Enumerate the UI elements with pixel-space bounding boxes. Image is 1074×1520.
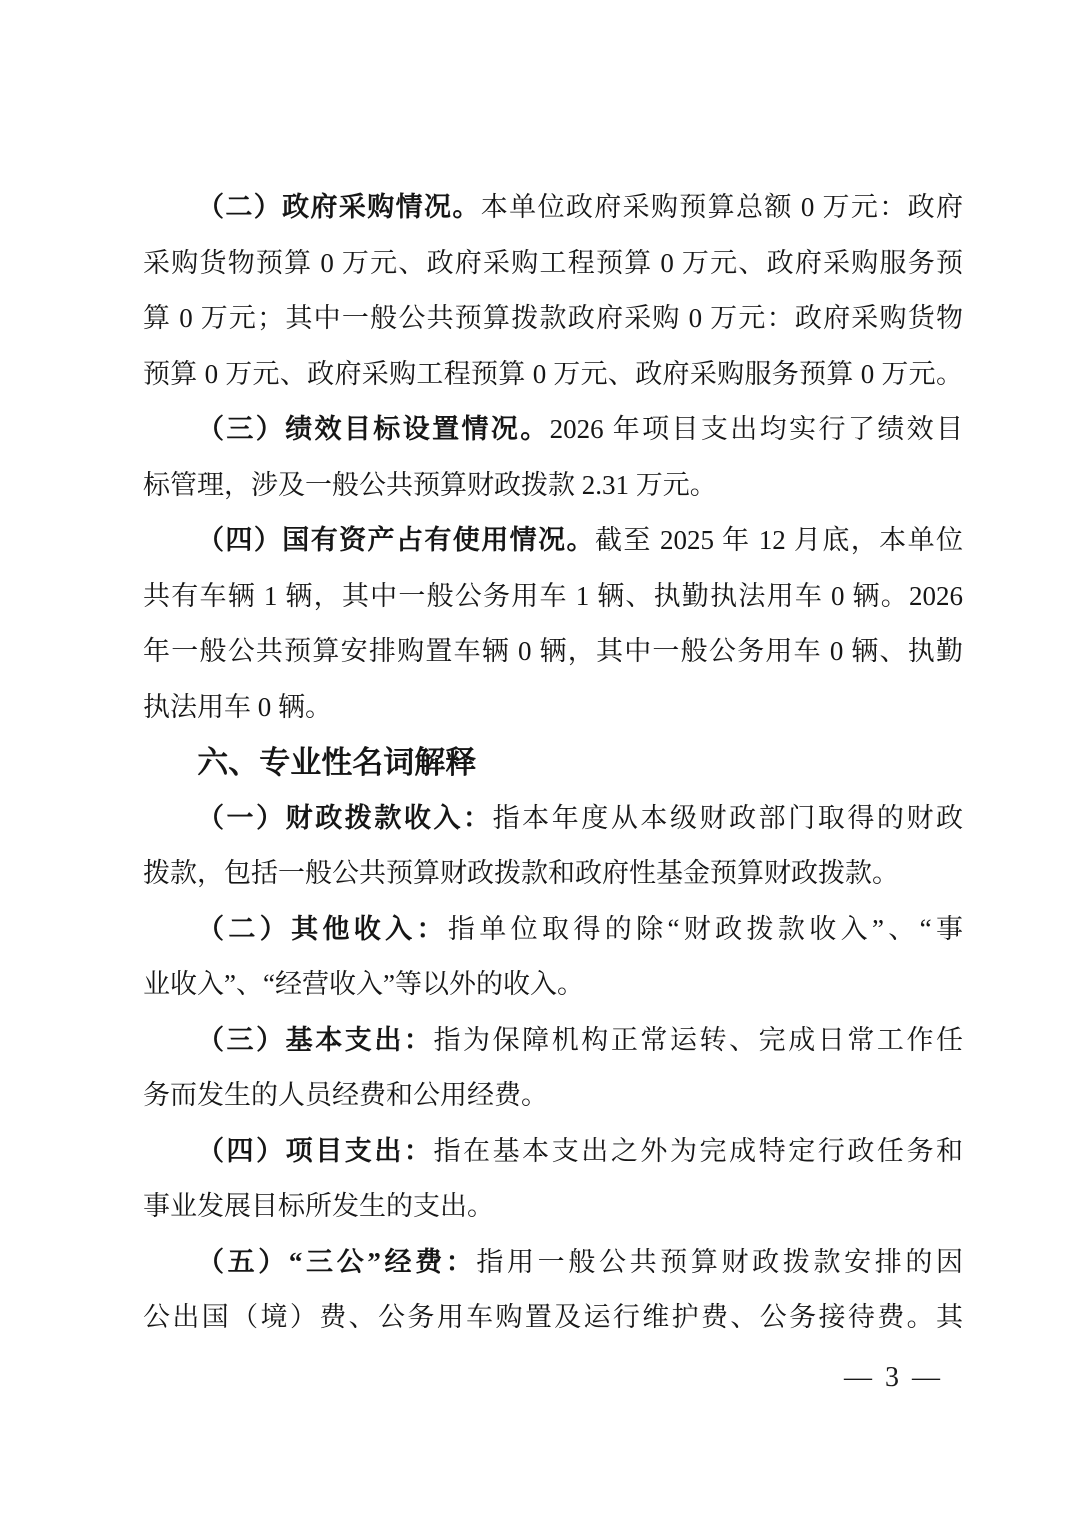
para-term-fiscal-appropriation-income <box>143 791 963 902</box>
text-line: 拨款，包括一般公共预算财政拨款和政府性基金预算财政拨款。 <box>143 858 899 888</box>
paragraph-text: 指本年度从本级财政部门取得的财政 <box>492 802 964 833</box>
section-heading-terms: 六、专业性名词解释 <box>197 745 477 780</box>
text-line: 算 0 万元；其中一般公共预算拨款政府采购 0 万元：政府采购货物 <box>143 303 963 333</box>
para-state-owned-assets <box>143 513 963 735</box>
text-line: 采购货物预算 0 万元、政府采购工程预算 0 万元、政府采购服务预 <box>143 247 963 278</box>
text-line: 业收入”、“经营收入”等以外的收入。 <box>143 969 584 999</box>
paragraph-lead: （四）国有资产占有使用情况。 <box>197 525 595 555</box>
text-line <box>143 791 963 847</box>
para-government-procurement <box>143 180 963 402</box>
paragraph-text: 指单位取得的除“财政拨款收入”、“事 <box>447 913 964 944</box>
paragraph-text: 截至 2025 年 12 月底，本单位 <box>594 525 964 555</box>
text-line <box>143 1235 963 1291</box>
text-line: 预算 0 万元、政府采购工程预算 0 万元、政府采购服务预算 0 万元。 <box>143 358 963 389</box>
text-line: 标管理，涉及一般公共预算财政拨款 2.31 万元。 <box>143 469 717 500</box>
text-line: 公出国（境）费、公务用车购置及运行维护费、公务接待费。其 <box>143 1302 963 1332</box>
text-line <box>143 513 963 569</box>
text-line: 年一般公共预算安排购置车辆 0 辆，其中一般公务用车 0 辆、执勤 <box>143 636 963 666</box>
para-term-three-public-funds <box>143 1235 963 1346</box>
paragraph-text: 本单位政府采购预算总额 0 万元：政府 <box>480 192 964 222</box>
paragraph-text: 指在基本支出之外为完成特定行政任务和 <box>433 1135 964 1166</box>
text-line <box>143 402 963 458</box>
document-body <box>143 180 963 1346</box>
text-line: 事业发展目标所发生的支出。 <box>143 1191 494 1221</box>
paragraph-lead: （三）绩效目标设置情况。 <box>197 414 550 444</box>
paragraph-text: 指用一般公共预算财政拨款安排的因 <box>476 1246 964 1277</box>
text-line <box>143 1124 963 1180</box>
paragraph-lead: （四）项目支出： <box>197 1135 434 1166</box>
paragraph-text: 指为保障机构正常运转、完成日常工作任 <box>433 1024 964 1055</box>
para-term-project-expenditure <box>143 1124 963 1235</box>
paragraph-lead: （二）政府采购情况。 <box>197 192 481 222</box>
paragraph-text: 2026 年项目支出均实行了绩效目 <box>549 414 963 444</box>
text-line <box>143 180 963 236</box>
para-term-other-income <box>143 902 963 1013</box>
paragraph-lead: （一）财政拨款收入： <box>197 802 493 833</box>
text-line: 务而发生的人员经费和公用经费。 <box>143 1080 548 1110</box>
text-line: 执法用车 0 辆。 <box>143 691 332 722</box>
page-number: — 3 — <box>844 1362 943 1393</box>
paragraph-lead: （五）“三公”经费： <box>197 1246 477 1277</box>
paragraph-lead: （三）基本支出： <box>197 1024 434 1055</box>
para-performance-targets <box>143 402 963 513</box>
text-line: 共有车辆 1 辆，其中一般公务用车 1 辆、执勤执法用车 0 辆。2026 <box>143 580 963 611</box>
text-line <box>143 1013 963 1069</box>
para-term-basic-expenditure <box>143 1013 963 1124</box>
text-line <box>143 902 963 958</box>
paragraph-lead: （二）其他收入： <box>197 913 448 944</box>
